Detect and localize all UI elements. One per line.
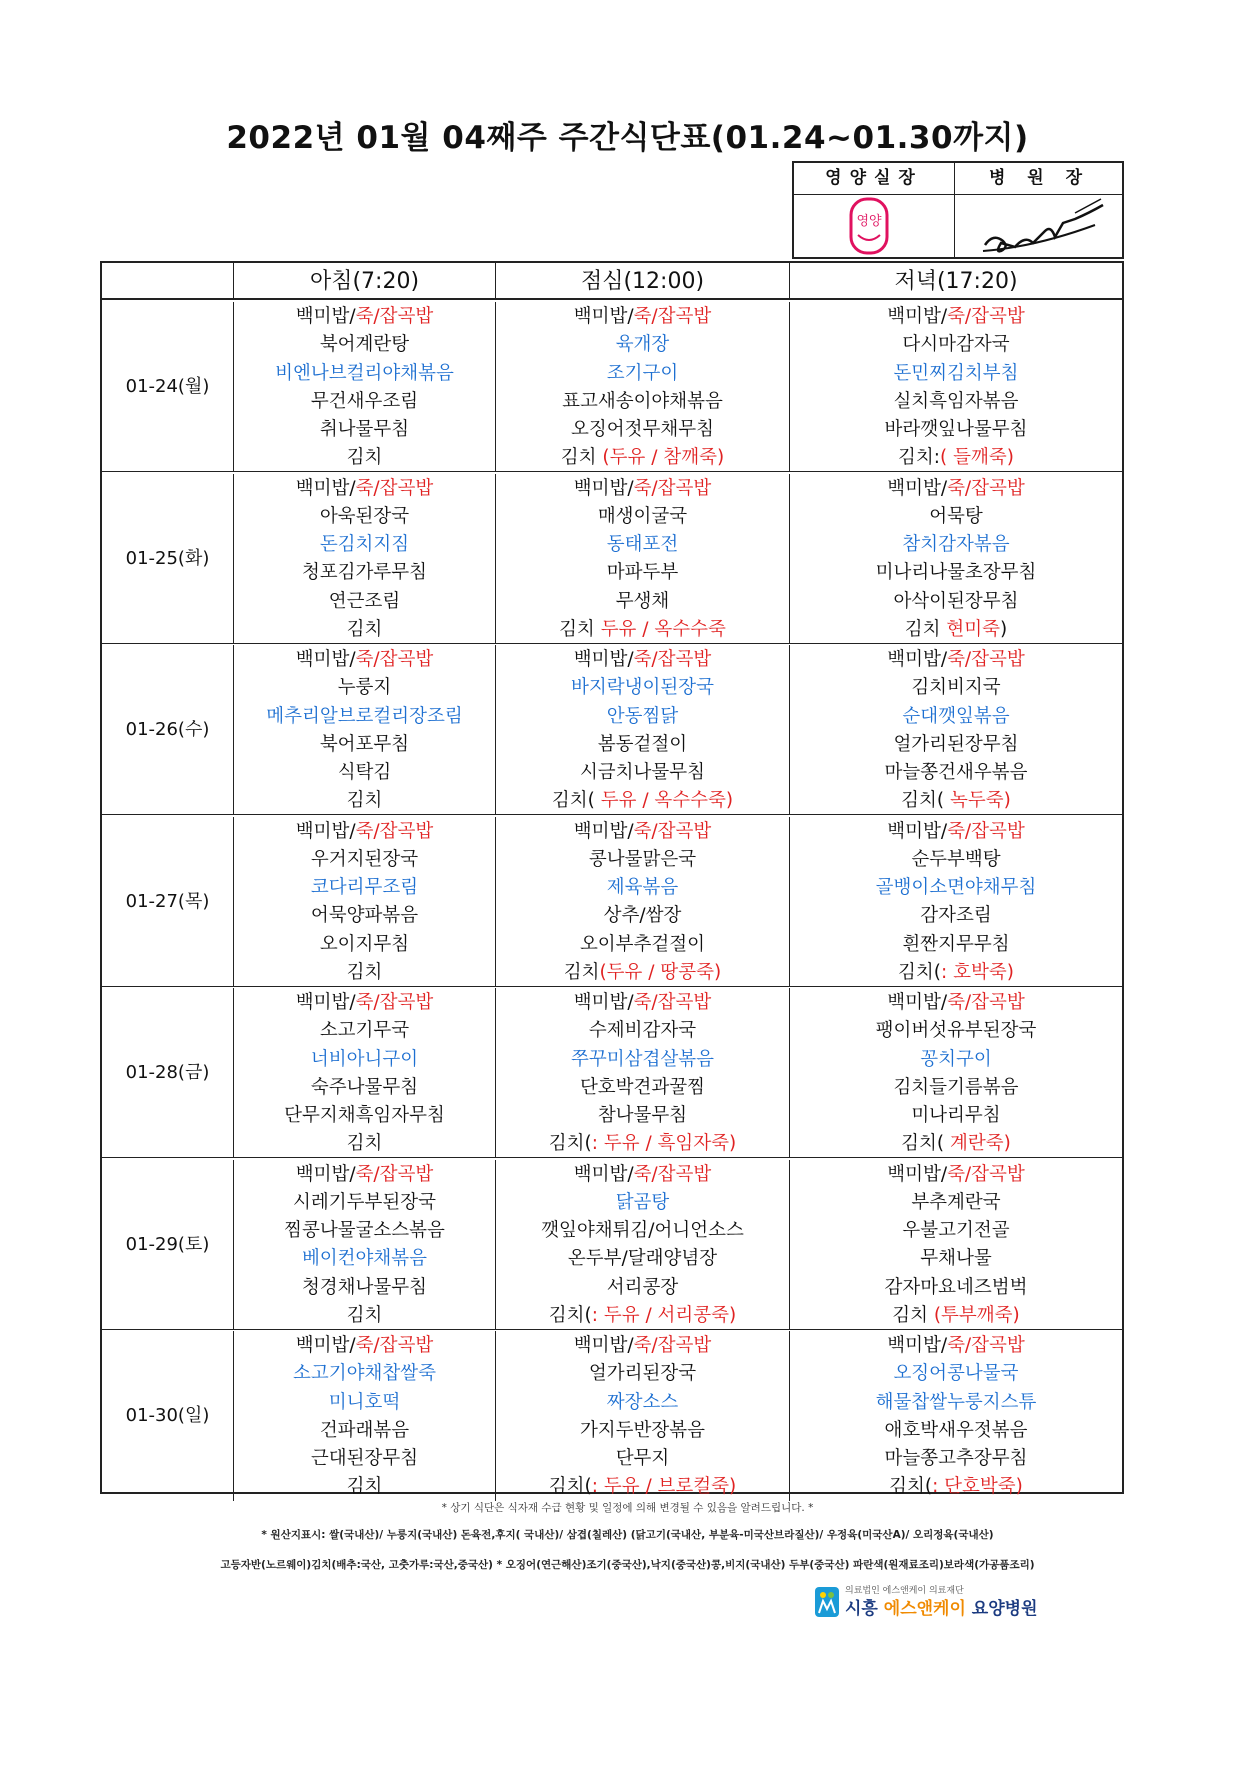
breakfast-cell xyxy=(234,988,496,1157)
menu-item: 쭈꾸미삼겹살볶음 xyxy=(571,1048,714,1070)
approval-label-nutrition: 영양실장 xyxy=(794,163,955,195)
menu-item: 돈김치지짐 xyxy=(319,534,410,556)
menu-item: 백미밥/죽/잡곡밥 xyxy=(887,820,1025,842)
menu-item: 오징어콩나물국 xyxy=(893,1363,1019,1385)
menu-item: 김치(: 단호박죽) xyxy=(889,1476,1023,1498)
menu-item: 청포김가루무침 xyxy=(301,562,428,584)
dinner-cell xyxy=(790,988,1122,1157)
menu-item: 봄동겉절이 xyxy=(597,733,688,755)
day-date: 01-24(월) xyxy=(102,302,234,471)
dinner-cell xyxy=(790,302,1122,471)
menu-item: 백미밥/죽/잡곡밥 xyxy=(295,1335,434,1356)
logo-name: 시흥 에스앤케이 요양병원 xyxy=(845,1599,1038,1619)
menu-item: 건파래볶음 xyxy=(319,1419,410,1441)
menu-item: 무생채 xyxy=(615,590,670,612)
menu-item: 무채나물 xyxy=(920,1248,992,1270)
menu-item: 김치 xyxy=(346,618,383,640)
menu-item: 다시마감자국 xyxy=(902,334,1010,356)
footnote: * 상기 식단은 식자재 수급 현황 및 일정에 의해 변경될 수 있음을 알려드립니다. * xyxy=(441,1502,814,1514)
menu-item: 김치 xyxy=(346,1304,383,1326)
menu-item: 비엔나브컬리야채볶음 xyxy=(275,362,454,384)
menu-item: 바지락냉이된장국 xyxy=(571,677,714,699)
menu-item: 김치 xyxy=(346,961,383,983)
table-row xyxy=(102,474,1122,644)
lunch-cell xyxy=(496,817,790,986)
menu-item: 백미밥/죽/잡곡밥 xyxy=(295,649,434,670)
menu-item: 김치 현미죽) xyxy=(904,618,1008,640)
breakfast-cell xyxy=(234,645,496,814)
menu-item: 흰짠지무무침 xyxy=(902,933,1010,955)
lunch-cell xyxy=(496,1160,790,1329)
table-header-row xyxy=(102,263,1122,300)
menu-item: 김치 두유 / 옥수수죽 xyxy=(559,618,726,640)
menu-item: 백미밥/죽/잡곡밥 xyxy=(573,477,712,499)
nutrition-stamp-cell xyxy=(794,195,955,259)
menu-item: 얼가리된장국 xyxy=(588,1363,697,1385)
menu-item: 안동찜닭 xyxy=(606,705,679,727)
menu-item: 식탁김 xyxy=(337,762,392,784)
breakfast-cell xyxy=(234,474,496,643)
breakfast-cell xyxy=(234,302,496,471)
menu-item: 팽이버섯유부된장국 xyxy=(875,1020,1037,1042)
menu-item: 백미밥/죽/잡곡밥 xyxy=(887,1335,1025,1356)
header-lunch: 점심(12:00) xyxy=(496,263,790,300)
menu-item: 참나물무침 xyxy=(597,1105,688,1127)
menu-item: 김치 xyxy=(346,447,383,469)
table-row xyxy=(102,302,1122,472)
dinner-cell xyxy=(790,645,1122,814)
table-row xyxy=(102,645,1122,815)
menu-item: 감자마요네즈범벅 xyxy=(884,1276,1028,1298)
menu-item: 백미밥/죽/잡곡밥 xyxy=(887,477,1025,499)
day-date: 01-27(목) xyxy=(102,817,234,986)
menu-item: 김치 (투부깨죽) xyxy=(892,1304,1020,1326)
menu-item: 어묵탕 xyxy=(929,505,983,527)
menu-item: 찜콩나물굴소스볶음 xyxy=(284,1220,445,1242)
dinner-cell xyxy=(790,1331,1122,1501)
seal-text: 영양 xyxy=(856,214,882,229)
menu-item: 김치비지국 xyxy=(911,677,1001,699)
lunch-cell xyxy=(496,645,790,814)
origin-notice-line1: * 원산지표시: 쌀(국내산)/ 누룽지(국내산) 돈육전,후지( 국내산)/ 삼겹(칠레산) (닭고기(국내산, 부분육-미국산브라질산)/ 우정육(미국산A)/ 오리정육(국내산) xyxy=(261,1529,994,1541)
menu-item: 김치( 계란죽) xyxy=(901,1133,1011,1155)
breakfast-cell xyxy=(234,817,496,986)
menu-item: 우거지된장국 xyxy=(310,848,419,870)
menu-item: 숙주나물무침 xyxy=(310,1076,419,1098)
menu-item: 아삭이된장무침 xyxy=(893,590,1019,612)
breakfast-cell xyxy=(234,1160,496,1329)
menu-item: 김치(: 두유 / 브로컬죽) xyxy=(548,1476,737,1498)
menu-item: 백미밥/죽/잡곡밥 xyxy=(887,992,1025,1013)
menu-item: 북어계란탕 xyxy=(319,334,410,356)
menu-item: 김치들기름볶음 xyxy=(893,1076,1019,1098)
header-breakfast: 아침(7:20) xyxy=(234,263,496,300)
menu-item: 감자조림 xyxy=(920,905,992,927)
menu-item: 애호박새우젓볶음 xyxy=(884,1419,1028,1441)
menu-item: 백미밥/죽/잡곡밥 xyxy=(573,992,712,1013)
menu-item: 콩나물맑은국 xyxy=(588,848,697,870)
menu-item: 동태포전 xyxy=(606,534,679,556)
dinner-cell xyxy=(790,1160,1122,1329)
day-date: 01-30(일) xyxy=(102,1331,234,1501)
day-date: 01-25(화) xyxy=(102,474,234,643)
menu-item: 미나리무침 xyxy=(911,1105,1001,1127)
header-date xyxy=(102,263,234,300)
menu-item: 베이컨야채볶음 xyxy=(301,1248,428,1270)
approval-label-director: 병 원 장 xyxy=(955,163,1124,195)
lunch-cell xyxy=(496,988,790,1157)
menu-item: 깻잎야채튀김/어니언소스 xyxy=(541,1220,744,1242)
table-row xyxy=(102,817,1122,987)
menu-item: 단무지 xyxy=(615,1448,670,1470)
menu-item: 김치 xyxy=(346,790,383,812)
menu-item: 메추리알브로컬리장조림 xyxy=(266,705,463,727)
menu-item: 제육볶음 xyxy=(606,877,679,899)
menu-item: 김치 xyxy=(346,1133,383,1155)
seal-stamp xyxy=(794,195,955,259)
menu-item: 순대깻잎볶음 xyxy=(902,705,1010,727)
header-dinner: 저녁(17:20) xyxy=(894,269,1018,294)
menu-item: 마파두부 xyxy=(606,562,679,584)
menu-item: 백미밥/죽/잡곡밥 xyxy=(295,477,434,499)
menu-item: 아욱된장국 xyxy=(319,505,410,527)
menu-item: 김치(: 두유 / 서리콩죽) xyxy=(548,1304,737,1326)
menu-item: 육개장 xyxy=(615,334,670,356)
menu-item: 김치 (두유 / 참깨죽) xyxy=(560,447,725,469)
menu-item: 근대된장무침 xyxy=(310,1448,419,1470)
menu-item: 오징어젓무채무침 xyxy=(571,419,714,441)
menu-item: 표고새송이야채볶음 xyxy=(562,390,723,412)
menu-item: 온두부/달래양념장 xyxy=(567,1248,718,1270)
menu-item: 백미밥/죽/잡곡밥 xyxy=(295,992,434,1013)
menu-item: 백미밥/죽/잡곡밥 xyxy=(295,306,434,327)
menu-item: 김치(: 호박죽) xyxy=(898,961,1014,983)
menu-item: 취나물무침 xyxy=(319,419,410,441)
menu-item: 오이부추겉절이 xyxy=(579,933,706,955)
menu-item: 시레기두부된장국 xyxy=(293,1191,436,1213)
hospital-logo xyxy=(815,1583,1038,1621)
menu-item: 부추계란국 xyxy=(911,1191,1001,1213)
menu-item: 어묵양파볶음 xyxy=(310,905,419,927)
dinner-cell xyxy=(790,474,1122,643)
menu-item: 짜장소스 xyxy=(606,1391,679,1413)
menu-item: 김치(: 두유 / 흑임자죽) xyxy=(548,1133,737,1155)
menu-item: 매생이굴국 xyxy=(597,505,688,527)
hospital-logo-icon xyxy=(815,1587,839,1617)
menu-item: 너비아니구이 xyxy=(310,1048,419,1070)
director-signature-cell xyxy=(955,195,1124,259)
menu-item: 무건새우조림 xyxy=(310,390,419,412)
menu-item: 단무지채흑임자무침 xyxy=(284,1105,445,1127)
lunch-cell xyxy=(496,302,790,471)
menu-item: 백미밥/죽/잡곡밥 xyxy=(573,306,712,327)
menu-item: 해물찹쌀누룽지스튜 xyxy=(875,1391,1037,1413)
menu-item: 북어포무침 xyxy=(319,733,410,755)
menu-item: 김치 xyxy=(346,1476,383,1498)
menu-item: 백미밥/죽/잡곡밥 xyxy=(573,1335,712,1356)
logo-subtitle: 의료법인 에스앤케이 의료재단 xyxy=(845,1586,964,1596)
menu-item: 코다리무조림 xyxy=(310,877,419,899)
menu-item: 김치( 두유 / 옥수수죽) xyxy=(551,790,734,812)
approval-box xyxy=(792,161,1124,259)
breakfast-cell xyxy=(234,1331,496,1501)
dinner-cell xyxy=(790,817,1122,986)
menu-item: 백미밥/죽/잡곡밥 xyxy=(573,649,712,670)
menu-item: 꽁치구이 xyxy=(920,1048,992,1070)
menu-item: 마늘쫑고추장무침 xyxy=(884,1448,1028,1470)
menu-item: 순두부백탕 xyxy=(911,848,1001,870)
menu-item: 백미밥/죽/잡곡밥 xyxy=(573,820,712,842)
lunch-cell xyxy=(496,1331,790,1501)
weekly-menu-table xyxy=(100,261,1124,1498)
menu-item: 소고기야채찹쌀죽 xyxy=(293,1363,436,1385)
menu-item: 오이지무침 xyxy=(319,933,410,955)
menu-item: 백미밥/죽/잡곡밥 xyxy=(887,649,1025,670)
origin-notice-line2: 고등자반(노르웨이)김치(배추:국산, 고춧가루:국산,중국산) * 오징어(연근해산)조기(중국산),낙지(중국산)콩,비지(국내산) 두부(중국산) 파란색(원재료조리)보라색(가공품조리) xyxy=(220,1559,1035,1571)
menu-item: 닭곰탕 xyxy=(615,1191,670,1213)
page-title: 2022년 01월 04째주 주간식단표(01.24~01.30까지) xyxy=(226,120,1029,156)
menu-item: 참치감자볶음 xyxy=(902,534,1010,556)
table-row xyxy=(102,1331,1122,1501)
day-date: 01-29(토) xyxy=(102,1160,234,1329)
menu-item: 백미밥/죽/잡곡밥 xyxy=(295,1163,434,1185)
menu-item: 골뱅이소면야채무침 xyxy=(875,877,1037,899)
menu-item: 가지두반장볶음 xyxy=(579,1419,706,1441)
table-row xyxy=(102,988,1122,1158)
menu-item: 미니호떡 xyxy=(328,1391,401,1413)
menu-item: 김치(두유 / 땅콩죽) xyxy=(563,961,722,983)
menu-item: 상추/쌈장 xyxy=(603,905,682,927)
menu-item: 실치흑임자볶음 xyxy=(893,390,1019,412)
menu-item: 바라깻잎나물무침 xyxy=(884,419,1028,441)
menu-item: 김치:( 들깨죽) xyxy=(898,447,1014,469)
menu-item: 미나리나물초장무침 xyxy=(875,562,1037,584)
lunch-cell xyxy=(496,474,790,643)
menu-item: 우불고기전골 xyxy=(902,1220,1010,1242)
menu-item: 서리콩장 xyxy=(606,1276,679,1298)
menu-item: 백미밥/죽/잡곡밥 xyxy=(887,306,1025,327)
day-date: 01-26(수) xyxy=(102,645,234,814)
menu-item: 시금치나물무침 xyxy=(579,762,706,784)
menu-item: 연근조림 xyxy=(328,590,401,612)
menu-item: 소고기무국 xyxy=(319,1020,410,1042)
menu-item: 마늘쫑건새우볶음 xyxy=(884,762,1028,784)
menu-item: 얼가리된장무침 xyxy=(893,733,1019,755)
menu-item: 수제비감자국 xyxy=(588,1020,697,1042)
menu-item: 백미밥/죽/잡곡밥 xyxy=(887,1163,1025,1185)
day-date: 01-28(금) xyxy=(102,988,234,1157)
menu-item: 청경채나물무침 xyxy=(301,1276,428,1298)
menu-item: 김치( 녹두죽) xyxy=(901,790,1011,812)
menu-item: 백미밥/죽/잡곡밥 xyxy=(295,820,434,842)
menu-item: 조기구이 xyxy=(606,362,679,384)
menu-item: 백미밥/죽/잡곡밥 xyxy=(573,1163,712,1185)
menu-item: 돈민찌김치부침 xyxy=(893,362,1019,384)
handwritten-signature xyxy=(955,195,1124,259)
table-row xyxy=(102,1160,1122,1330)
menu-item: 누룽지 xyxy=(337,677,392,699)
menu-item: 단호박견과꿀찜 xyxy=(579,1076,706,1098)
